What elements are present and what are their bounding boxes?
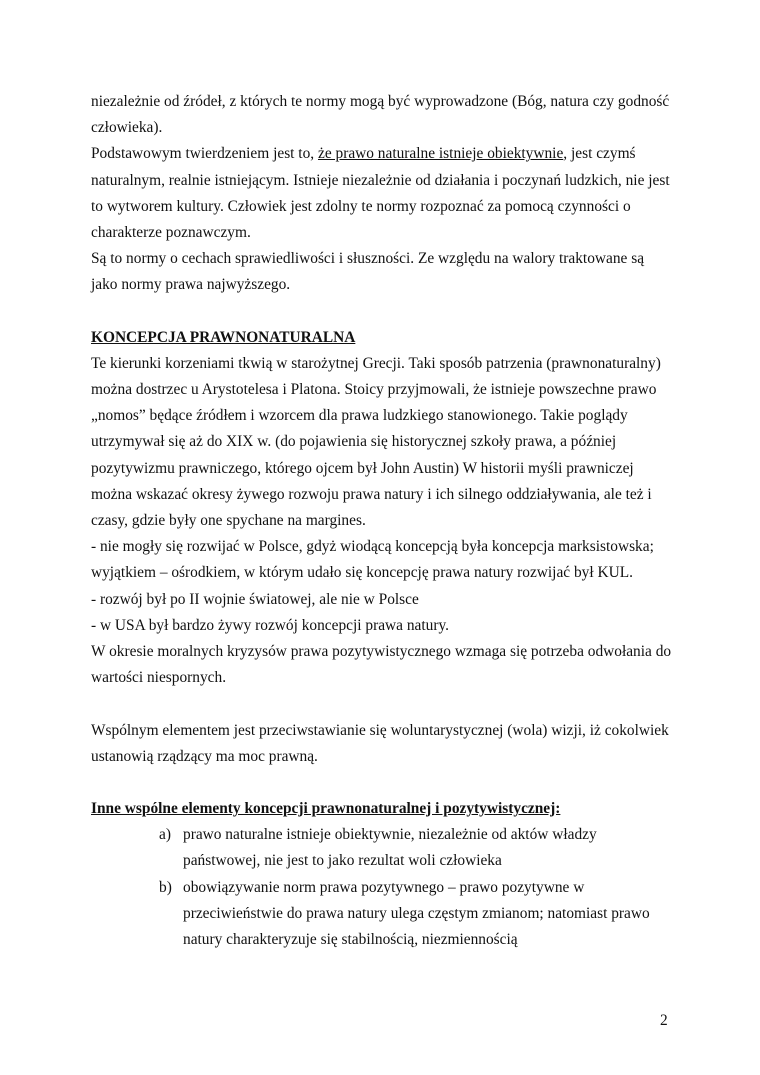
text-line: Wspólnym elementem jest przeciwstawianie się woluntarystycznej (wola) wizji, iż cokolwiek	[91, 721, 669, 739]
text-line: Te kierunki korzeniami tkwią w starożytnej Grecji. Taki sposób patrzenia (prawnonaturalny)	[91, 354, 661, 372]
text-line: to wytworem kultury. Człowiek jest zdolny te normy rozpoznać za pomocą czynności o	[91, 197, 631, 215]
text-line: W okresie moralnych kryzysów prawa pozytywistycznego wzmaga się potrzeba odwołania do	[91, 642, 672, 660]
blank-line	[91, 691, 681, 717]
text-line: Są to normy o cechach sprawiedliwości i słuszności. Ze względu na walory traktowane są	[91, 250, 645, 268]
text-line: utrzymywał się aż do XIX w. (do pojawienia się historycznej szkoły prawa, a później	[91, 433, 617, 451]
list-item-line: prawo naturalne istnieje obiektywnie, niezależnie od aktów władzy	[183, 826, 597, 844]
text-line: ustanowią rządzący ma moc prawną.	[91, 747, 318, 765]
text-line: - nie mogły się rozwijać w Polsce, gdyż wiodącą koncepcją była koncepcja marksistowska;	[91, 538, 654, 556]
text-line: wyjątkiem – ośrodkiem, w którym udało się koncepcję prawa natury rozwijać był KUL.	[91, 564, 633, 582]
list-item-line: przeciwieństwie do prawa natury ulega częstym zmianom; natomiast prawo	[183, 904, 650, 922]
list-item-line: obowiązywanie norm prawa pozytywnego – prawo pozytywne w	[183, 878, 585, 896]
list-item-line: państwowej, nie jest to jako rezultat woli człowieka	[183, 852, 502, 870]
blank-line	[91, 299, 681, 325]
list-item	[91, 875, 681, 954]
list-marker: a)	[159, 826, 171, 844]
section-heading: KONCEPCJA PRAWNONATURALNA	[91, 328, 356, 346]
list-marker: b)	[159, 878, 172, 896]
blank-line	[91, 770, 681, 796]
text-span: Podstawowym twierdzeniem jest to,	[91, 145, 318, 163]
text-line: czasy, gdzie były one spychane na margines.	[91, 512, 366, 529]
text-line	[91, 141, 681, 167]
list-item-line: natury charakteryzuje się stabilnością, niezmiennością	[183, 931, 518, 948]
text-line: - w USA był bardzo żywy rozwój koncepcji prawa natury.	[91, 616, 450, 634]
text-line: charakterze poznawczym.	[91, 223, 251, 241]
text-span: , jest czymś	[563, 145, 636, 163]
text-line: naturalnym, realnie istniejącym. Istnieje niezależnie od działania i poczynań ludzkich, nie jest	[91, 171, 670, 189]
text-line: człowieka).	[91, 119, 163, 137]
subsection-heading: Inne wspólne elementy koncepcji prawnonaturalnej i pozytywistycznej:	[91, 800, 561, 818]
text-line: wartości niespornych.	[91, 669, 227, 687]
list-item	[91, 822, 681, 874]
text-line: jako normy prawa najwyższego.	[91, 276, 291, 294]
text-line: można wskazać okresy żywego rozwoju prawa natury i ich silnego oddziaływania, ale też i	[91, 485, 652, 503]
underlined-phrase: że prawo naturalne istnieje obiektywnie	[317, 145, 564, 163]
page-number: 2	[660, 1012, 668, 1029]
text-line: niezależnie od źródeł, z których te normy mogą być wyprowadzone (Bóg, natura czy godność	[91, 93, 670, 110]
text-line: „nomos” będące źródłem i wzorcem dla prawa ludzkiego stanowionego. Takie poglądy	[91, 407, 628, 425]
text-line: pozytywizmu prawniczego, którego ojcem był John Austin) W historii myśli prawniczej	[91, 459, 634, 477]
text-line: - rozwój był po II wojnie światowej, ale nie w Polsce	[91, 590, 419, 608]
text-line: można dostrzec u Arystotelesa i Platona. Stoicy przyjmowali, że istnieje powszechne prawo	[91, 381, 657, 399]
page-body	[91, 89, 681, 953]
